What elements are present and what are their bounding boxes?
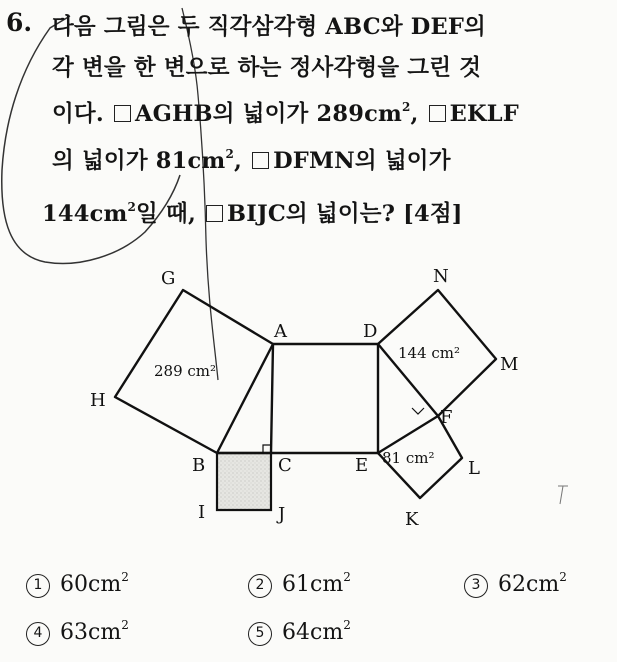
option-3[interactable] [464,572,567,598]
question-line-2: 각 변을 한 변으로 하는 정사각형을 그린 것 [52,55,482,81]
label-L: L [468,458,480,479]
label-D: D [363,321,378,342]
option-text: 62cm [498,572,560,597]
label-F: F [440,407,453,428]
label-A: A [274,321,287,342]
option-exponent: 2 [121,618,129,632]
question-number: 6. [6,8,33,37]
q3-text-a: 이다. [52,101,104,127]
label-H: H [90,390,106,411]
square-bijc [217,453,271,510]
option-exponent: 2 [121,570,129,584]
q5-text-a: 144cm [42,201,128,227]
label-N: N [433,266,449,287]
q3-text-d: EKLF [449,101,519,127]
exponent: 2 [127,200,137,214]
option-exponent: 2 [343,618,351,632]
option-marker: 1 [26,574,50,598]
option-marker: 5 [248,622,272,646]
label-I: I [198,502,206,523]
label-G: G [161,268,176,289]
label-M: M [500,354,519,375]
option-marker: 4 [26,622,50,646]
option-text: 64cm [282,620,344,645]
option-text: 60cm [60,572,122,597]
label-E: E [355,455,369,476]
option-2[interactable] [248,572,351,598]
option-text: 61cm [282,572,344,597]
q3-text-c: , [410,101,419,127]
question-line-1: 다음 그림은 두 직각삼각형 ABC와 DEF의 [52,14,486,40]
label-J: J [278,504,286,525]
option-text: 63cm [60,620,122,645]
option-exponent: 2 [343,570,351,584]
option-1[interactable] [26,572,129,598]
area-label-agbh: 289 cm² [154,362,217,380]
option-5[interactable] [248,620,351,646]
label-C: C [278,455,292,476]
option-marker: 2 [248,574,272,598]
option-marker: 3 [464,574,488,598]
q3-text-b: AGHB의 넓이가 289cm [134,101,402,127]
q4-text-c: DFMN의 넓이가 [273,148,451,174]
option-4[interactable] [26,620,129,646]
exponent: 2 [225,147,234,161]
area-label-dfmn: 144 cm² [398,344,461,362]
area-label-eklf: 81 cm² [382,449,435,467]
exponent: 2 [401,100,411,114]
q4-text-b: , [234,148,243,174]
right-angle-f [412,408,424,414]
option-exponent: 2 [559,570,567,584]
label-B: B [192,455,206,476]
q5-text-b: 일 때, [136,201,196,227]
q5-text-c: BIJC의 넓이는? [4점] [227,201,463,227]
q4-text-a: 의 넓이가 81cm [52,148,226,174]
label-K: K [405,509,419,530]
